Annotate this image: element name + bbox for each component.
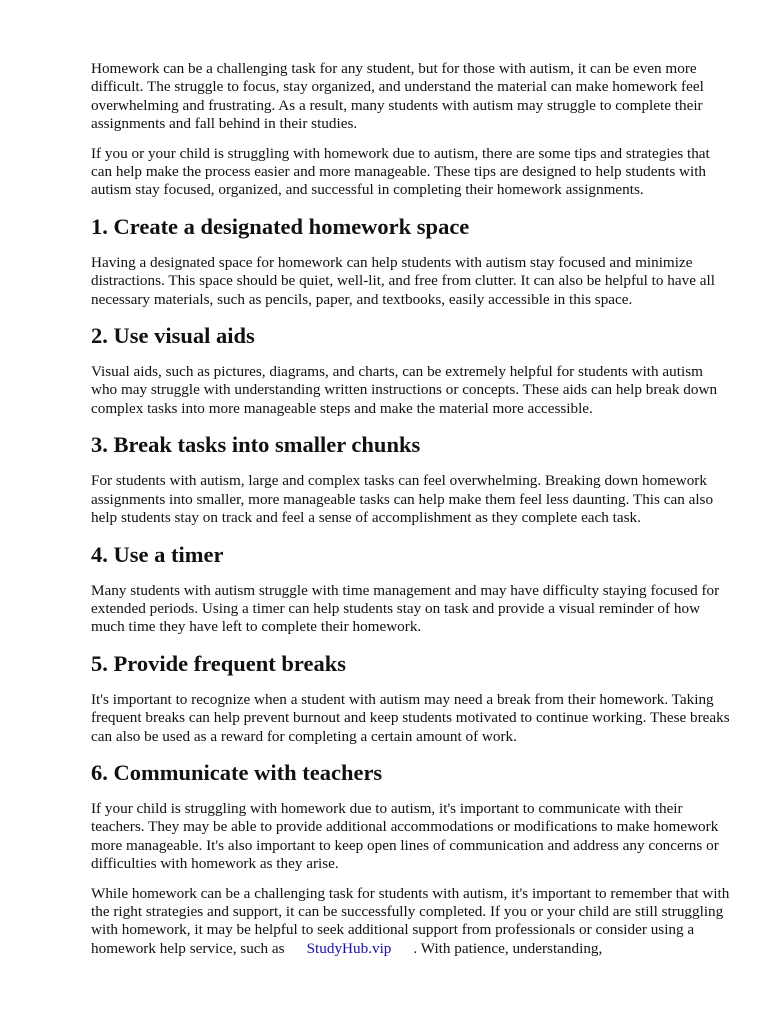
intro-paragraph-1: Homework can be a challenging task for any student, but for those with autism, it can be even more difficult. The struggle to focus, stay organized, and understand the material can make homework feel overwhelming and frustrating. As a result, many students with autism may struggle to complete their assignments and fall behind in their studies. xyxy=(91,60,704,133)
closing-text-after-link: . With patience, understanding, xyxy=(413,939,603,957)
closing-text-before-link: While homework can be a challenging task for students with autism, it's important to remember that with the right strategies and support, it can be successfully completed. If you or your child are still struggling with homework, it may be helpful to seek additional support from professionals or consider using a homework help service, such as xyxy=(91,884,730,957)
section-body-1: Having a designated space for homework can help students with autism stay focused and minimize distractions. This space should be quiet, well-lit, and free from clutter. It can also be helpful to have all necessary materials, such as pencils, paper, and textbooks, easily accessible in this space. xyxy=(91,253,715,308)
section-body-3: For students with autism, large and complex tasks can feel overwhelming. Breaking down homework assignments into smaller, more manageable tasks can help make them feel less daunting. This can also help students stay on track and feel a sense of accomplishment as they complete each task. xyxy=(91,472,714,527)
section-heading-5: 5. Provide frequent breaks xyxy=(91,650,347,676)
section-heading-4: 4. Use a timer xyxy=(91,541,224,567)
section-heading-2: 2. Use visual aids xyxy=(91,323,255,349)
studyhub-link[interactable]: StudyHub.vip xyxy=(306,939,392,957)
section-body-2: Visual aids, such as pictures, diagrams, and charts, can be extremely helpful for students with autism who may struggle with understanding written instructions or concepts. These aids can help break down complex tasks into more manageable steps and make the material more accessible. xyxy=(91,363,718,417)
closing-paragraph xyxy=(91,885,731,959)
section-heading-3: 3. Break tasks into smaller chunks xyxy=(91,432,421,458)
section-body-5: It's important to recognize when a student with autism may need a break from their homework. Taking frequent breaks can help prevent burnout and keep students motivated to continue working. These breaks can also be used as a reward for completing a certain amount of work. xyxy=(91,690,730,745)
section-body-4: Many students with autism struggle with time management and may have difficulty staying focused for extended periods. Using a timer can help students stay on task and provide a visual reminder of how much time they have left to complete their homework. xyxy=(91,581,720,636)
section-heading-1: 1. Create a designated homework space xyxy=(91,213,470,239)
document-page xyxy=(91,60,731,969)
section-body-6: If your child is struggling with homework due to autism, it's important to communicate with their teachers. They may be able to provide additional accommodations or modifications to make homework more manageable. It's also important to keep open lines of communication and address any concerns or difficulties with homework as they arise. xyxy=(91,799,719,873)
intro-paragraph-2: If you or your child is struggling with homework due to autism, there are some tips and strategies that can help make the process easier and more manageable. These tips are designed to help students with autism stay focused, organized, and successful in completing their homework assignments. xyxy=(91,144,710,199)
section-heading-6: 6. Communicate with teachers xyxy=(91,759,383,785)
